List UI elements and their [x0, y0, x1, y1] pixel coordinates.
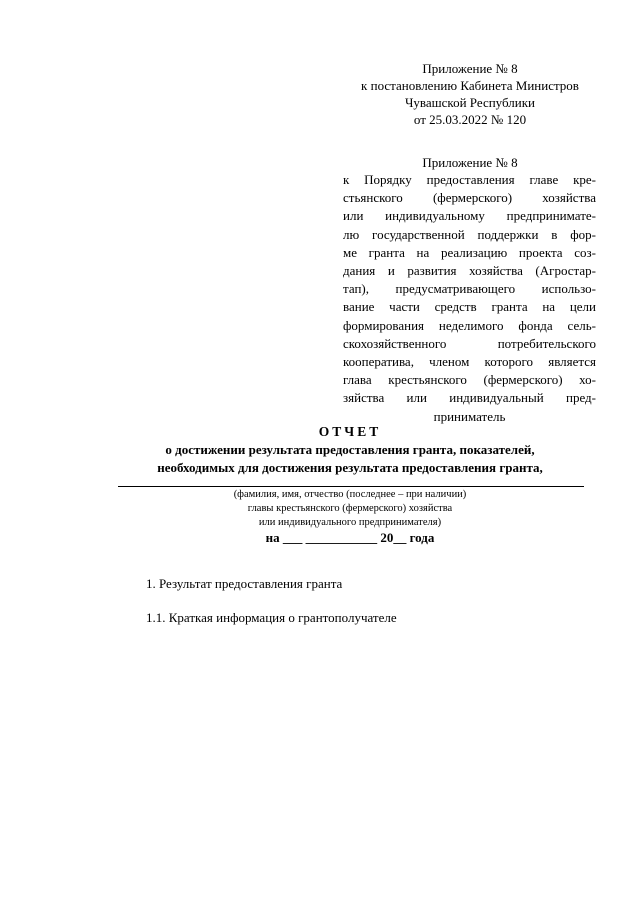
section-heading-1-1: 1.1. Краткая информация о грантополучателе — [146, 610, 397, 625]
header-line: от 25.03.2022 № 120 — [413, 112, 527, 127]
caption-line: (фамилия, имя, отчество (последнее – при наличии) — [233, 489, 467, 500]
header-line: Приложение № 8 — [422, 61, 518, 76]
appendix-body-line: скохозяйственного потребительского — [343, 335, 596, 351]
appendix-body-line: стьянского (фермерского) хозяйства — [343, 190, 596, 206]
appendix-body-line: лю государственной поддержки в фор- — [343, 226, 596, 242]
appendix-body-line: глава крестьянского (фермерского) хо- — [343, 372, 596, 388]
caption-line: или индивидуального предпринимателя) — [258, 517, 442, 528]
appendix-body-line: кооператива, членом которого является — [343, 354, 596, 370]
procedure-appendix-title: Приложение № 8 — [422, 155, 518, 170]
appendix-body-line: ме гранта на реализацию проекта соз- — [343, 244, 596, 260]
section-heading-1: 1. Результат предоставления гранта — [146, 576, 343, 591]
report-subtitle — [0, 441, 640, 477]
grantee-name-fill-line — [118, 486, 584, 487]
resolution-appendix-header — [340, 60, 600, 128]
appendix-body-line: тап), предусматривающего использо- — [343, 281, 596, 297]
report-title: ОТЧЕТ — [318, 424, 382, 439]
appendix-body-line: к Порядку предоставления главе кре- — [343, 172, 596, 187]
header-line: к постановлению Кабинета Министров — [361, 78, 579, 93]
appendix-body-line: вание части средств гранта на цели — [343, 299, 596, 315]
caption-line: главы крестьянского (фермерского) хозяйства — [247, 503, 453, 514]
appendix-body-line: или индивидуальному предпринимате- — [343, 208, 596, 224]
report-date-line: на ___ ___________ 20__ года — [265, 530, 435, 545]
appendix-body-line: зяйства или индивидуальный пред- — [343, 390, 596, 406]
grantee-name-caption — [200, 488, 500, 530]
appendix-body-line: дания и развития хозяйства (Агростар- — [343, 263, 596, 279]
appendix-body-line: формирования неделимого фонда сель- — [343, 317, 596, 333]
appendix-body-line: приниматель — [433, 408, 506, 424]
header-line: Чувашской Республики — [404, 95, 536, 110]
report-subtitle-line: о достижении результата предоставления гранта, показателей, — [165, 442, 535, 457]
procedure-appendix-body — [343, 171, 596, 426]
report-subtitle-line: необходимых для достижения результата предоставления гранта, — [157, 460, 543, 475]
